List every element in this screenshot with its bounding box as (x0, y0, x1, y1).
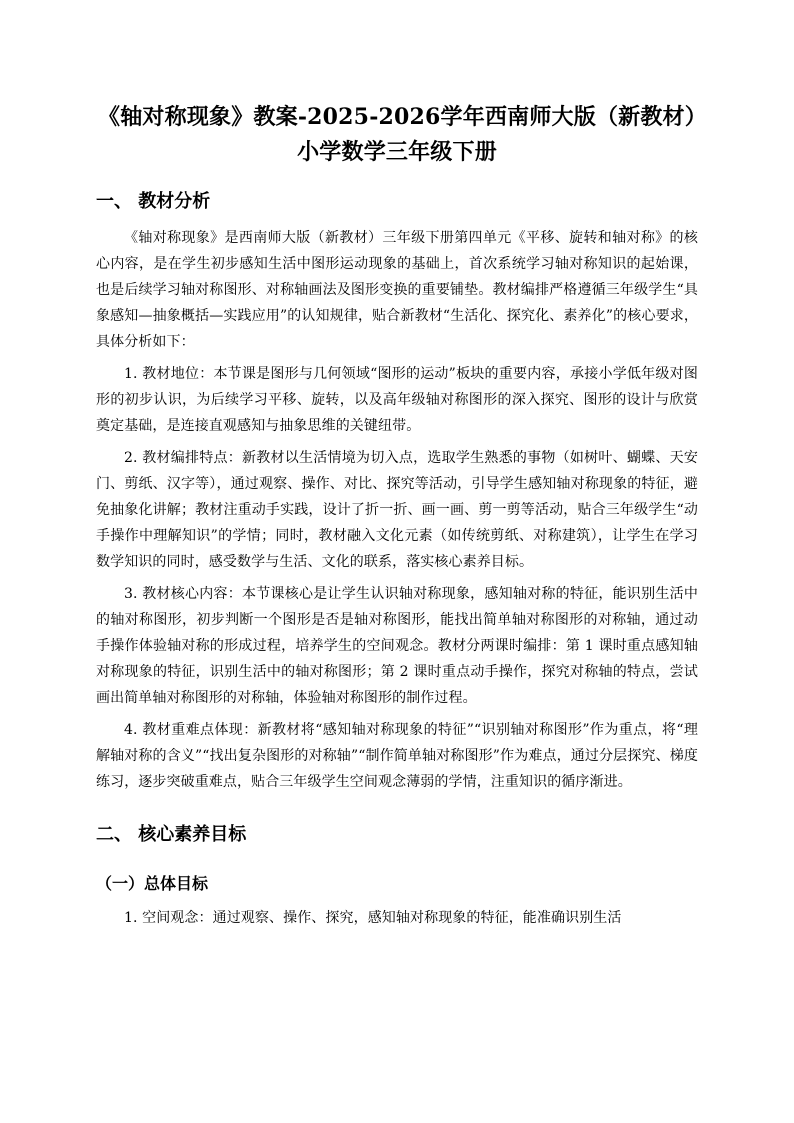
analysis-point-3-paragraph: 3. 教材核心内容：本节课核心是让学生认识轴对称现象，感知轴对称的特征，能识别生活中的轴对称图形，初步判断一个图形是否是轴对称图形，能找出简单轴对称图形的对称轴，通过动手操作体验轴对称的形成过程，培养学生的空间观念。教材分两课时编排：第 1 课时重点感知轴对称现象的特征，识别生活中的轴对称图形；第 2 课时重点动手操作，探究对称轴的特点，尝试画出简单轴对称图形的对称轴，体验轴对称图形的制作过程。 (96, 586, 698, 706)
analysis-point-4-paragraph: 4. 教材重难点体现：新教材将“感知轴对称现象的特征”“识别轴对称图形”作为重点，将“理解轴对称的含义”“找出复杂图形的对称轴”“制作简单轴对称图形”作为难点，通过分层探究、梯度练习，逐步突破重难点，贴合三年级学生空间观念薄弱的学情，注重知识的循序渐进。 (96, 722, 698, 790)
section-heading-goals: 二、 核心素养目标 (96, 824, 247, 845)
goal-point-1-paragraph: 1. 空间观念：通过观察、操作、探究，感知轴对称现象的特征，能准确识别生活 (124, 910, 622, 926)
document-title: 《轴对称现象》教案-2025-2026学年西南师大版（新教材）小学数学三年级下册 (98, 104, 696, 165)
section-heading-analysis: 一、 教材分析 (96, 191, 211, 212)
analysis-point-2-paragraph: 2. 教材编排特点：新教材以生活情境为切入点，选取学生熟悉的事物（如树叶、蝴蝶、天安门、剪纸、汉字等），通过观察、操作、对比、探究等活动，引导学生感知轴对称现象的特征，避免抽象化讲解；教材注重动手实践，设计了折一折、画一画、剪一剪等活动，贴合三年级学生“动手操作中理解知识”的学情；同时，教材融入文化元素（如传统剪纸、对称建筑），让学生在学习数学知识的同时，感受数学与生活、文化的联系，落实核心素养目标。 (96, 450, 698, 570)
subsection-heading-overall-goals: （一）总体目标 (96, 874, 209, 893)
analysis-point-1-paragraph: 1. 教材地位：本节课是图形与几何领域“图形的运动”板块的重要内容，承接小学低年级对图形的初步认识，为后续学习平移、旋转，以及高年级轴对称图形的深入探究、图形的设计与欣赏奠定基础，是连接直观感知与抽象思维的关键纽带。 (96, 366, 698, 434)
document-page (96, 100, 698, 931)
analysis-intro-paragraph: 《轴对称现象》是西南师大版（新教材）三年级下册第四单元《平移、旋转和轴对称》的核心内容，是在学生初步感知生活中图形运动现象的基础上，首次系统学习轴对称知识的起始课，也是后续学习轴对称图形、对称轴画法及图形变换的重要铺垫。教材编排严格遵循三年级学生“具象感知—抽象概括—实践应用”的认知规律，贴合新教材“生活化、探究化、素养化”的核心要求，具体分析如下： (96, 230, 698, 350)
